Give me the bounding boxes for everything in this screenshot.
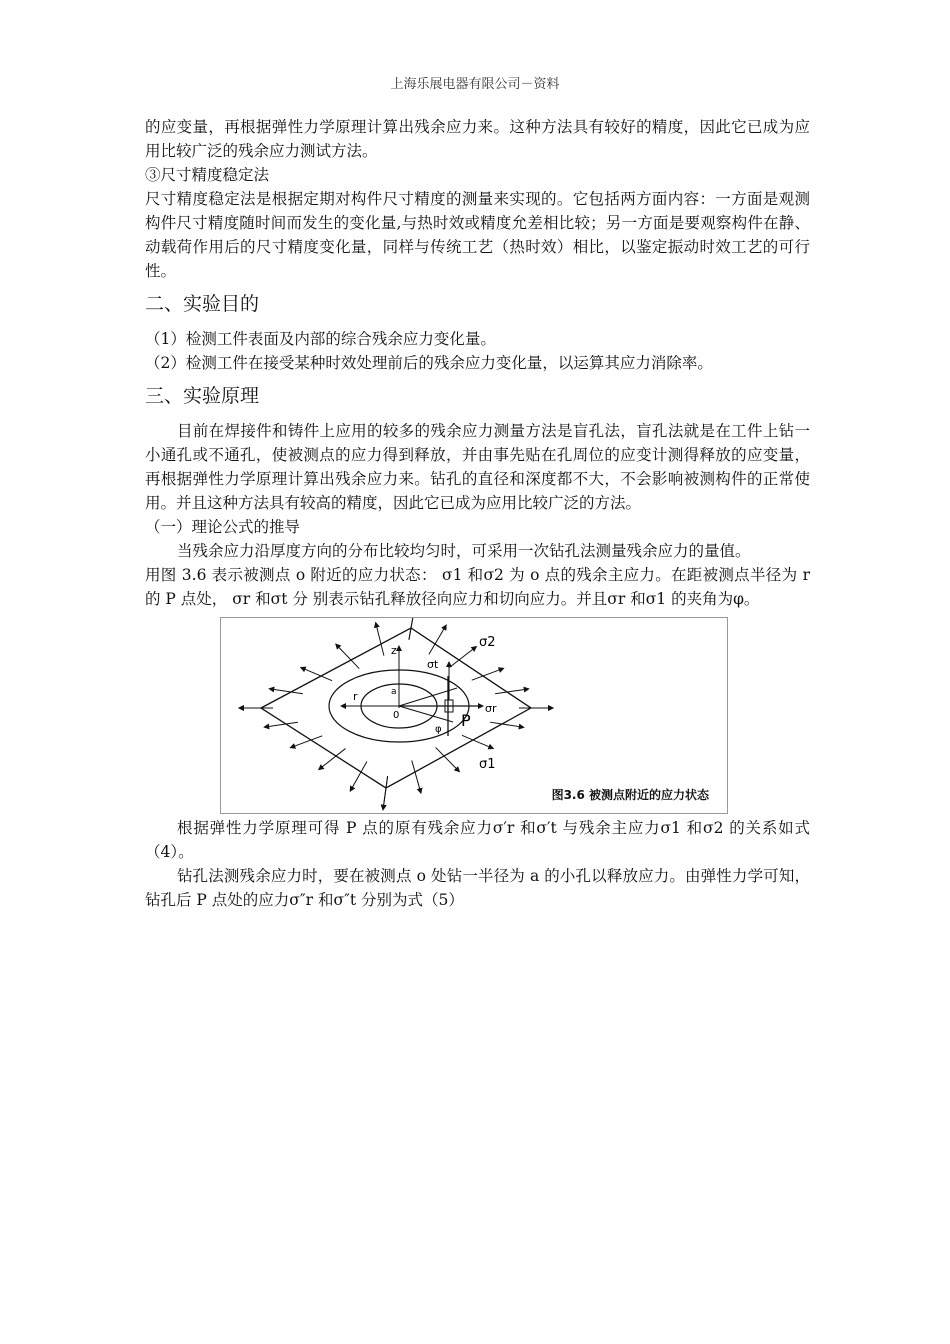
label-z: z	[391, 644, 397, 657]
label-r: r	[353, 690, 358, 703]
paragraph: 的应变量，再根据弹性力学原理计算出残余应力来。这种方法具有较好的精度，因此它已成为应用比较广泛的残余应力测试方法。	[145, 118, 810, 160]
label-sigma-r: σr	[485, 702, 497, 715]
paragraph: 钻孔法测残余应力时，要在被测点 o 处钻一半径为 a 的小孔以释放应力。由弹性力学可知，钻孔后 P 点处的应力σ″r 和σ″t 分别为式（5）	[145, 867, 810, 909]
paragraph: 尺寸精度稳定法是根据定期对构件尺寸精度的测量来实现的。它包括两方面内容：一方面是观测构件尺寸精度随时间而发生的变化量,与热时效或精度允差相比较；另一方面是要观察构件在静、动载荷作用后的尺寸精度变化量，同样与传统工艺（热时效）相比，以鉴定振动时效工艺的可行性。	[145, 190, 810, 280]
paragraph: 当残余应力沿厚度方向的分布比较均匀时，可采用一次钻孔法测量残余应力的量值。	[177, 542, 751, 560]
stress-arrow	[269, 689, 303, 694]
document-body	[145, 115, 810, 912]
stress-arrow	[495, 689, 529, 694]
paragraph: 用图 3.6 表示被测点 o 附近的应力状态： σ1 和σ2 为 o 点的残余主应力。在距被测点半径为 r 的 P 点处， σr 和σt 分 别表示钻孔释放径向应力和切向应力。并且σr 和σ1 的夹角为φ。	[145, 566, 810, 608]
stress-arrow	[436, 747, 460, 771]
section-heading-principle: 三、实验原理	[145, 385, 260, 407]
stress-state-figure	[220, 617, 728, 814]
stress-arrow	[383, 776, 388, 810]
list-item: （1）检测工件表面及内部的综合残余应力变化量。	[145, 330, 496, 348]
stress-arrow	[376, 623, 384, 656]
section-heading-purpose: 二、实验目的	[145, 293, 260, 315]
label-sigma-t: σt	[427, 658, 439, 671]
stress-arrow	[490, 722, 524, 727]
label-P: P	[461, 711, 471, 730]
label-sigma2: σ2	[479, 635, 496, 650]
figure-caption: 图3.6 被测点附近的应力状态	[551, 788, 709, 802]
stress-arrow	[336, 644, 360, 669]
label-a: a	[391, 687, 397, 697]
list-item: （2）检测工件在接受某种时效处理前后的残余应力变化量，以运算其应力消除率。	[145, 354, 713, 372]
label-sigma1: σ1	[479, 757, 496, 772]
paragraph: 根据弹性力学原理可得 P 点的原有残余应力σ′r 和σ′t 与残余主应力σ1 和σ2 的关系如式（4）。	[145, 819, 810, 861]
stress-arrow	[264, 722, 298, 727]
page-header: 上海乐展电器有限公司－资料	[390, 77, 560, 92]
method-heading: ③尺寸精度稳定法	[145, 166, 270, 184]
stress-arrow	[412, 760, 421, 793]
stress-diagram	[221, 618, 727, 813]
label-o: 0	[393, 710, 400, 721]
label-phi: φ	[435, 724, 442, 735]
paragraph: 目前在焊接件和铸件上应用的较多的残余应力测量方法是盲孔法，盲孔法就是在工件上钻一小通孔或不通孔，使被测点的应力得到释放，并由事先贴在孔周位的应变计测得释放的应变量，再根据弹性力学原理计算出残余应力来。钻孔的直径和深度都不大，不会影响被测构件的正常使用。并且这种方法具有较高的精度，因此它已成为应用比较广泛的方法。	[145, 422, 810, 512]
subsection-heading: （一）理论公式的推导	[145, 518, 301, 536]
